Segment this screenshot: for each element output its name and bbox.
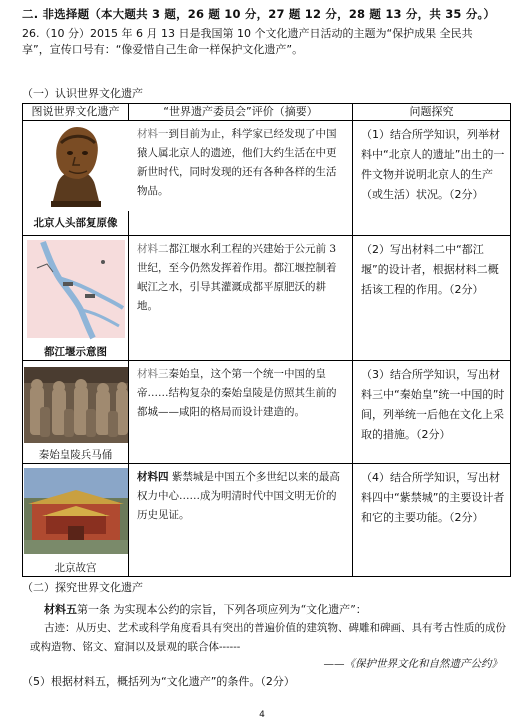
material-cell — [129, 361, 353, 464]
image-caption: 都江堰示意图 — [44, 346, 107, 358]
material-body: 紫禁城是中国五个多世纪以来的最高权力中心……成为明清时代中国文明无价的历史见证。 — [137, 471, 340, 521]
question-26-stem-line1: 26.（10 分）2015 年 6 月 13 日是我国第 10 个文化遗产日活动的主题为“保护成果 全民共 — [22, 27, 473, 40]
terracotta-warriors-image — [24, 367, 128, 443]
question-text: （3）结合所学知识，写出材料三中“秦始皇”统一中国的时间，列举统一后他在文化上采取的措施。（2分） — [361, 368, 505, 441]
question-cell — [353, 121, 511, 236]
image-caption: 北京人头部复原像 — [33, 217, 118, 229]
material-cell — [129, 464, 353, 577]
material-cell — [129, 121, 353, 236]
part2-title: （二）探究世界文化遗产 — [22, 581, 143, 594]
part1-title: （一）认识世界文化遗产 — [22, 87, 143, 100]
table-row — [23, 121, 511, 236]
material5-source: ——《保护世界文化和自然遗产公约》 — [323, 658, 502, 670]
column-header: “世界遗产委员会”评价（摘要） — [129, 104, 353, 121]
peking-man-bust-image — [23, 121, 129, 211]
question-text: （1）结合所学知识，列举材料中“北京人的遗址”出土的一件文物并说明北京人的生产（或生活）状况。（2分） — [361, 128, 505, 201]
question-cell — [353, 236, 511, 361]
material-text — [129, 464, 352, 525]
question-text: （4）结合所学知识，写出材料四中“紫禁城”的主要设计者和它的主要功能。（2分） — [361, 471, 505, 524]
material5-body: 古迹：从历史、艺术或科学角度看具有突出的普遍价值的建筑物、碑雕和碑画、具有考古性质的成份或构造物、铭文、窟洞以及景观的联合体------ — [30, 622, 506, 653]
forbidden-city-image — [24, 468, 128, 554]
table-header-row — [23, 104, 511, 121]
material-cell — [129, 236, 353, 361]
material-label: 材料四 — [137, 471, 169, 483]
question-5: （5）根据材料五，概括列为“文化遗产”的条件。（2分） — [22, 675, 295, 688]
table-row — [23, 361, 511, 464]
image-cell — [23, 361, 129, 464]
material-text — [129, 121, 352, 201]
material-text — [129, 236, 352, 316]
image-caption: 北京故宫 — [54, 562, 97, 574]
material-body: 都江堰水利工程的兴建始于公元前 3 世纪，至今仍然发挥着作用。都江堰控制着岷江之水，引导其灌溉成都平原肥沃的耕地。 — [137, 243, 337, 312]
question-cell — [353, 361, 511, 464]
table-row — [23, 236, 511, 361]
question-text: （2）写出材料二中“都江堰”的设计者，根据材料二概括该工程的作用。（2分） — [361, 243, 499, 296]
image-cell — [23, 121, 129, 236]
material-body: 到目前为止，科学家已经发现了中国猿人属北京人的遗迹，他们大约生活在中更新世时代，同时发现的还有各种各样的生活物品。 — [137, 128, 337, 197]
section-heading: 二. 非选择题（本大题共 3 题，26 题 10 分，27 题 12 分，28 题 13 分，共 35 分。） — [22, 7, 496, 21]
page-number: 4 — [259, 710, 265, 720]
material-label: 材料三 — [137, 368, 169, 380]
column-header: 图说世界文化遗产 — [23, 104, 129, 121]
heritage-table — [22, 103, 511, 577]
material-label: 材料一 — [137, 128, 169, 140]
image-cell — [23, 464, 129, 577]
material-label: 材料二 — [137, 243, 169, 255]
material-text — [129, 361, 352, 422]
table-row — [23, 464, 511, 577]
dujiangyan-map-image — [23, 238, 129, 340]
material-body: 秦始皇，这个第一个统一中国的皇帝……结构复杂的秦始皇陵是仿照其生前的都城——咸阳的格局而设计建造的。 — [137, 368, 337, 418]
material5-intro: 第一条 为实现本公约的宗旨，下列各项应列为“文化遗产”： — [77, 603, 367, 616]
material5-label: 材料五 — [44, 603, 77, 616]
image-cell — [23, 236, 129, 361]
question-cell — [353, 464, 511, 577]
image-caption: 秦始皇陵兵马俑 — [38, 449, 113, 461]
question-26-stem-line2: 享”，宣传口号有：“像爱惜自己生命一样保护文化遗产”。 — [22, 43, 304, 56]
material5-intro-line — [44, 601, 367, 617]
column-header: 问题探究 — [353, 104, 511, 121]
